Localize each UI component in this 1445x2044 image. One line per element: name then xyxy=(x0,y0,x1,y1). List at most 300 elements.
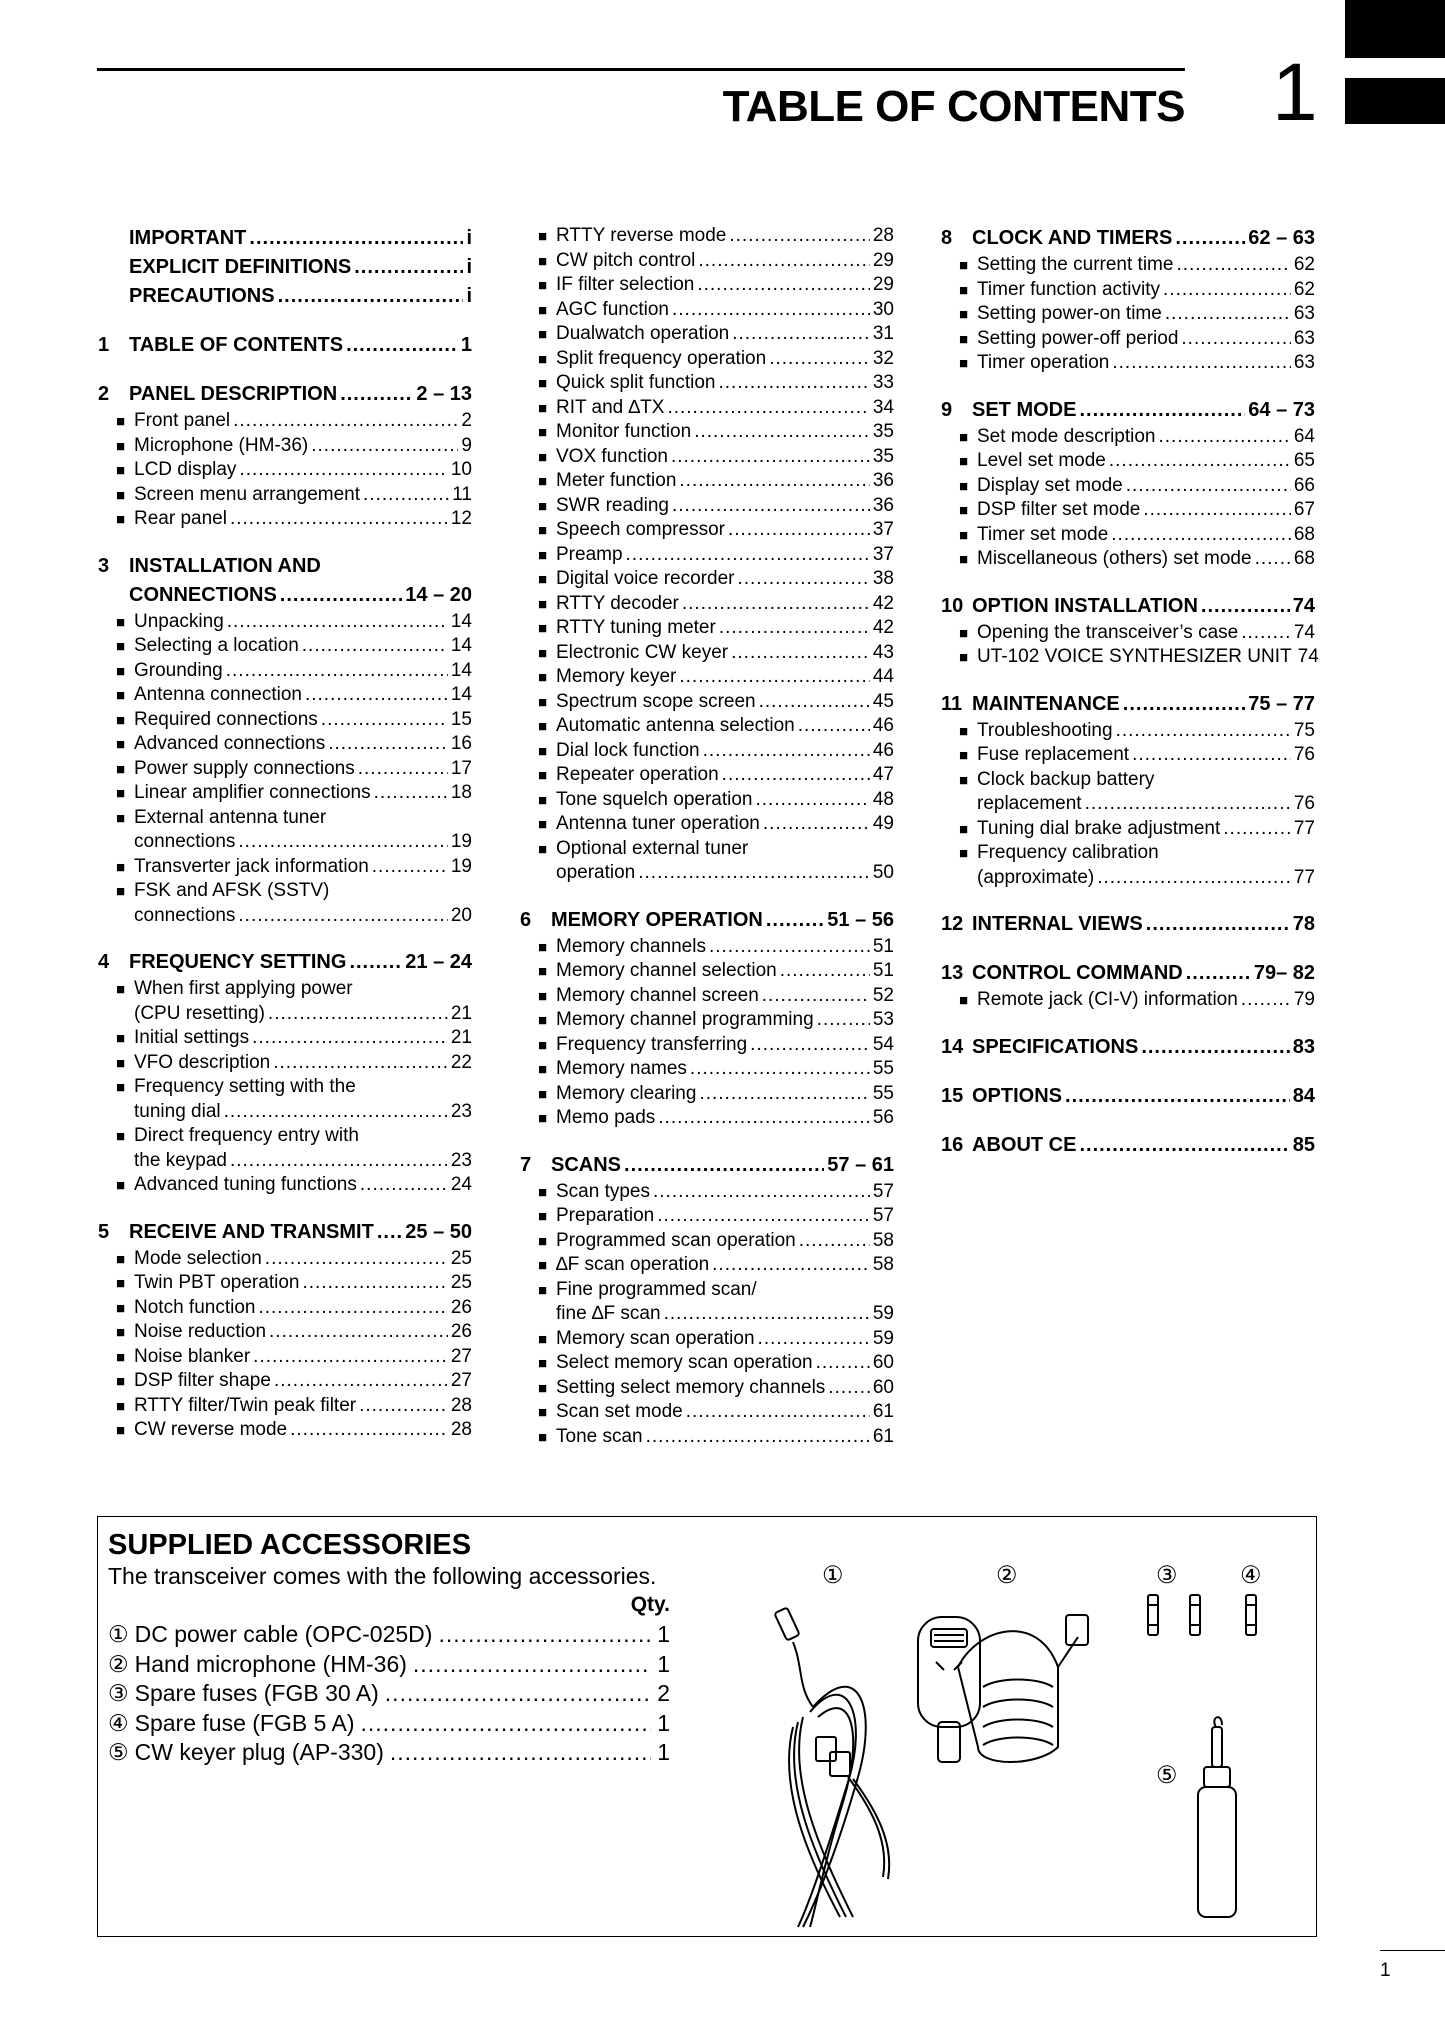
toc-item xyxy=(98,409,472,434)
page-ref: 78 xyxy=(1292,913,1315,935)
bullet-square-icon: ■ xyxy=(959,257,969,274)
leader-dots xyxy=(239,458,447,483)
item-title: DSP filter set mode xyxy=(977,499,1141,520)
item-title: Memo pads xyxy=(556,1107,656,1128)
leader-dots xyxy=(269,1320,448,1345)
bullet-square-icon: ■ xyxy=(959,747,969,764)
bullet-square-icon: ■ xyxy=(538,448,548,466)
leader-dots xyxy=(1146,910,1290,939)
item-title: Quick split function xyxy=(556,372,716,393)
leader-dots xyxy=(759,690,870,715)
item-title: Optional external tuner xyxy=(556,837,749,859)
page-ref: 54 xyxy=(872,1033,894,1055)
bullet-square-icon: ■ xyxy=(116,809,126,827)
bullet-square-icon: ■ xyxy=(538,497,548,515)
bullet-square-icon: ■ xyxy=(959,502,969,519)
toc-item xyxy=(98,1149,472,1174)
toc-item xyxy=(98,732,472,757)
toc-item xyxy=(98,507,472,532)
item-title: Tuning dial brake adjustment xyxy=(977,817,1221,839)
item-title: Rear panel xyxy=(134,508,227,529)
leader-dots xyxy=(769,347,870,372)
bullet-square-icon: ■ xyxy=(538,620,548,637)
toc-spacer xyxy=(98,311,472,331)
section-title: OPTIONS xyxy=(972,1084,1063,1107)
toc-item xyxy=(520,1008,894,1033)
page-ref: i xyxy=(466,285,472,307)
leader-dots xyxy=(694,420,870,445)
toc-spacer xyxy=(520,1131,894,1151)
item-title: Miscellaneous (others) set mode xyxy=(977,548,1252,569)
bullet-square-icon: ■ xyxy=(538,938,548,956)
item-title: IF filter selection xyxy=(556,274,695,295)
page-ref: 68 xyxy=(1293,548,1315,569)
toc-item xyxy=(98,1002,472,1027)
bullet-square-icon: ■ xyxy=(538,1183,548,1201)
item-title: Setting the current time xyxy=(977,254,1174,275)
item-title: Timer operation xyxy=(977,352,1110,373)
accessories-title: SUPPLIED ACCESSORIES xyxy=(108,1529,472,1561)
toc-section xyxy=(941,959,1315,988)
accessory-label: Hand microphone (HM-36) xyxy=(134,1650,407,1677)
item-title: Automatic antenna selection xyxy=(556,715,795,736)
section-title: TABLE OF CONTENTS xyxy=(129,334,344,356)
leader-dots xyxy=(377,1218,402,1247)
toc-spacer xyxy=(941,1111,1315,1131)
page-ref: 42 xyxy=(872,592,894,614)
leader-dots xyxy=(686,1400,870,1425)
bullet-square-icon: ■ xyxy=(116,1275,126,1292)
bullet-square-icon: ■ xyxy=(116,437,126,455)
item-title: Digital voice recorder xyxy=(556,568,735,589)
bullet-square-icon: ■ xyxy=(538,301,548,319)
leader-dots xyxy=(709,935,870,960)
bullet-square-icon: ■ xyxy=(959,845,969,862)
item-title: Programmed scan operation xyxy=(556,1229,796,1251)
toc-section xyxy=(941,1033,1315,1062)
section-number: 16 xyxy=(941,1133,964,1156)
leader-dots xyxy=(737,567,869,592)
bullet-square-icon: ■ xyxy=(959,526,969,544)
section-number: 7 xyxy=(520,1153,532,1176)
toc-item xyxy=(98,1124,472,1149)
section-number: 1 xyxy=(98,334,110,356)
section-title: ABOUT CE xyxy=(972,1133,1077,1156)
bullet-square-icon: ■ xyxy=(959,306,969,323)
accessory-qty: 1 xyxy=(657,1650,670,1677)
item-title: Memory scan operation xyxy=(556,1327,755,1349)
page-ref: 51 xyxy=(872,935,894,957)
toc-item xyxy=(520,298,894,323)
bullet-square-icon: ■ xyxy=(959,330,969,348)
bullet-square-icon: ■ xyxy=(538,1061,548,1078)
page-ref: 36 xyxy=(872,494,894,516)
toc-section xyxy=(98,380,472,409)
leader-dots xyxy=(1159,425,1291,450)
page-ref: 32 xyxy=(872,347,894,369)
leader-dots xyxy=(230,507,448,532)
section-number: 3 xyxy=(98,554,110,577)
item-title: Remote jack (CI-V) information xyxy=(977,989,1238,1010)
bullet-square-icon: ■ xyxy=(959,992,969,1009)
bullet-square-icon: ■ xyxy=(538,277,548,294)
page-ref: 51 xyxy=(872,960,894,981)
page-ref: 18 xyxy=(450,782,472,803)
bullet-square-icon: ■ xyxy=(538,595,548,613)
leader-dots xyxy=(679,665,870,690)
page-ref: 2 xyxy=(461,410,472,431)
toc-spacer xyxy=(941,1013,1315,1033)
section-number: 12 xyxy=(941,913,964,935)
leader-dots xyxy=(667,396,869,421)
item-title: CW reverse mode xyxy=(134,1419,288,1440)
section-number: 13 xyxy=(941,962,964,984)
item-title: Unpacking xyxy=(134,610,224,632)
page-ref: 17 xyxy=(450,757,472,779)
item-title: connections xyxy=(134,831,236,852)
toc-item xyxy=(941,988,1315,1013)
section-number: 4 xyxy=(98,951,110,973)
item-title: Fine programmed scan/ xyxy=(556,1278,757,1300)
accessory-marker: ⑤ xyxy=(108,1739,129,1765)
page-ref: 24 xyxy=(450,1174,472,1195)
leader-dots xyxy=(1112,351,1291,376)
leader-dots xyxy=(690,1057,870,1082)
page-ref: 14 – 20 xyxy=(405,583,472,606)
toc-item xyxy=(520,1302,894,1327)
section-title: OPTION INSTALLATION xyxy=(972,594,1198,617)
bullet-square-icon: ■ xyxy=(116,1177,126,1194)
item-title: External antenna tuner xyxy=(134,806,327,828)
toc-item xyxy=(98,1394,472,1419)
toc-section xyxy=(98,581,472,610)
toc-item xyxy=(520,494,894,519)
page-ref: 64 xyxy=(1293,425,1315,447)
toc-item xyxy=(520,763,894,788)
bullet-square-icon: ■ xyxy=(116,662,126,680)
toc-item xyxy=(98,1026,472,1051)
leader-dots xyxy=(233,409,458,434)
page-ref: 46 xyxy=(872,715,894,736)
bullet-square-icon: ■ xyxy=(538,840,548,858)
leader-dots xyxy=(253,1345,448,1370)
leader-dots xyxy=(1085,792,1291,817)
illustration-label-3: ③ xyxy=(1156,1562,1178,1589)
leader-dots xyxy=(238,830,447,855)
toc-item xyxy=(520,1229,894,1254)
page-title: TABLE OF CONTENTS xyxy=(722,82,1185,131)
page-ref: 14 xyxy=(450,610,472,632)
page-ref: 57 xyxy=(872,1205,894,1226)
leader-dots xyxy=(729,224,869,249)
footer-rule xyxy=(1380,1950,1445,1951)
page-ref: 67 xyxy=(1293,499,1315,520)
page-ref: 2 – 13 xyxy=(416,383,472,405)
page-ref: 77 xyxy=(1293,866,1315,888)
toc-spacer xyxy=(98,532,472,552)
leader-dots xyxy=(1079,1131,1289,1160)
item-title: Timer set mode xyxy=(977,523,1109,545)
bullet-square-icon: ■ xyxy=(538,252,548,270)
item-title: Advanced tuning functions xyxy=(134,1174,357,1195)
bullet-square-icon: ■ xyxy=(959,649,969,666)
leader-dots xyxy=(224,1100,448,1125)
toc-section xyxy=(98,282,472,311)
item-title: RTTY tuning meter xyxy=(556,617,716,638)
leader-dots xyxy=(1109,449,1291,474)
bullet-square-icon: ■ xyxy=(538,1355,548,1372)
item-title: LCD display xyxy=(134,459,237,480)
page-ref: 22 xyxy=(450,1051,472,1073)
bullet-square-icon: ■ xyxy=(116,613,126,631)
toc-item xyxy=(520,1425,894,1450)
accessory-marker: ④ xyxy=(108,1709,129,1736)
page-ref: 66 xyxy=(1293,474,1315,496)
page-ref: 20 xyxy=(450,904,472,926)
item-title: the keypad xyxy=(134,1149,227,1171)
item-title: Notch function xyxy=(134,1296,256,1318)
leader-dots xyxy=(657,1204,870,1229)
toc-spacer xyxy=(941,939,1315,959)
item-title: Noise blanker xyxy=(134,1345,251,1367)
leader-dots xyxy=(273,1051,448,1076)
item-title: Select memory scan operation xyxy=(556,1352,813,1373)
bullet-square-icon: ■ xyxy=(116,1348,126,1366)
page-ref: 58 xyxy=(872,1254,894,1275)
item-title: Transverter jack information xyxy=(134,855,369,877)
toc-item xyxy=(520,690,894,715)
item-title: Monitor function xyxy=(556,421,692,442)
bullet-square-icon: ■ xyxy=(538,228,548,245)
bullet-square-icon: ■ xyxy=(538,522,548,539)
toc-item xyxy=(520,739,894,764)
toc-section xyxy=(941,910,1315,939)
spare-fuses-illustration xyxy=(1148,1595,1256,1635)
bullet-square-icon: ■ xyxy=(538,644,548,662)
bullet-square-icon: ■ xyxy=(116,413,126,430)
illustration-label-4: ④ xyxy=(1240,1562,1262,1589)
page-ref: 63 xyxy=(1293,327,1315,349)
page-ref: 64 – 73 xyxy=(1248,398,1315,421)
bullet-square-icon: ■ xyxy=(116,1250,126,1268)
leader-dots xyxy=(305,683,448,708)
section-title: INSTALLATION AND xyxy=(129,554,321,577)
item-title: Scan set mode xyxy=(556,1401,683,1422)
toc-item xyxy=(98,1345,472,1370)
toc-item xyxy=(98,708,472,733)
page-ref: 59 xyxy=(872,1327,894,1349)
toc-item xyxy=(941,425,1315,450)
bullet-square-icon: ■ xyxy=(116,1299,126,1317)
page-ref: 62 xyxy=(1293,278,1315,300)
toc-item xyxy=(941,253,1315,278)
leader-dots xyxy=(758,1327,870,1352)
page-ref: 74 xyxy=(1292,594,1315,617)
section-number: 2 xyxy=(98,383,110,405)
accessory-marker: ① xyxy=(108,1621,129,1647)
leader-dots xyxy=(626,543,870,568)
leader-dots xyxy=(718,371,869,396)
item-title: Troubleshooting xyxy=(977,719,1113,741)
toc-item xyxy=(520,1106,894,1131)
toc-item xyxy=(98,659,472,684)
leader-dots xyxy=(302,1271,447,1296)
item-title: Repeater operation xyxy=(556,764,719,785)
item-title: Grounding xyxy=(134,659,223,681)
toc-item xyxy=(520,1400,894,1425)
leader-dots xyxy=(672,494,870,519)
toc-item xyxy=(941,841,1315,866)
page-ref: 62 xyxy=(1293,254,1315,275)
bullet-square-icon: ■ xyxy=(959,551,969,568)
item-title: Memory channels xyxy=(556,935,706,957)
item-title: Split frequency operation xyxy=(556,347,767,369)
bullet-square-icon: ■ xyxy=(116,1054,126,1072)
leader-dots xyxy=(817,1008,870,1033)
toc-spacer xyxy=(98,928,472,948)
toc-item xyxy=(520,935,894,960)
toc-item xyxy=(98,806,472,831)
page-ref: 79 xyxy=(1293,989,1315,1010)
toc-item xyxy=(98,1100,472,1125)
item-title: DSP filter shape xyxy=(134,1370,271,1391)
leader-dots xyxy=(1097,866,1291,891)
page-ref: 83 xyxy=(1292,1035,1315,1058)
page-ref: 55 xyxy=(872,1058,894,1079)
bullet-square-icon: ■ xyxy=(116,858,126,876)
bullet-square-icon: ■ xyxy=(116,883,126,900)
toc-item xyxy=(98,434,472,459)
item-title: Memory names xyxy=(556,1058,687,1079)
page-ref: 25 xyxy=(450,1247,472,1269)
toc-item xyxy=(98,1271,472,1296)
bullet-square-icon: ■ xyxy=(538,571,548,588)
item-title: Frequency transferring xyxy=(556,1033,748,1055)
toc-item xyxy=(98,879,472,904)
page-ref: 55 xyxy=(872,1082,894,1104)
section-title: CLOCK AND TIMERS xyxy=(972,227,1173,249)
leader-dots xyxy=(252,1026,448,1051)
item-title: Selecting a location xyxy=(134,635,299,656)
bullet-square-icon: ■ xyxy=(538,1281,548,1299)
toc-item xyxy=(98,483,472,508)
page-ref: 15 xyxy=(450,708,472,730)
toc-item xyxy=(520,1082,894,1107)
leader-dots xyxy=(1181,327,1290,352)
page-ref: 68 xyxy=(1293,523,1315,545)
page-ref: 57 xyxy=(872,1180,894,1202)
toc-section xyxy=(98,331,472,360)
page-ref: 29 xyxy=(872,249,894,271)
toc-item xyxy=(520,273,894,298)
toc-item xyxy=(98,855,472,880)
page-number: 1 xyxy=(1380,1960,1391,1981)
accessory-qty: 1 xyxy=(657,1739,670,1765)
item-title: connections xyxy=(134,904,236,926)
page-ref: 14 xyxy=(450,684,472,705)
toc-spacer xyxy=(941,376,1315,396)
leader-dots xyxy=(280,581,402,610)
bullet-square-icon: ■ xyxy=(538,1012,548,1029)
toc-item xyxy=(941,768,1315,793)
leader-dots xyxy=(1186,959,1251,988)
toc-item xyxy=(520,420,894,445)
toc-section xyxy=(98,224,472,253)
bullet-square-icon: ■ xyxy=(538,791,548,809)
toc-item xyxy=(520,1278,894,1303)
page-ref: 26 xyxy=(450,1296,472,1318)
leader-dots xyxy=(230,1149,448,1174)
page-ref: 46 xyxy=(872,739,894,761)
leader-dots xyxy=(763,812,870,837)
leader-dots xyxy=(372,855,448,880)
page-ref: 59 xyxy=(872,1303,894,1324)
page-ref: 38 xyxy=(872,568,894,589)
page-ref: 74 xyxy=(1293,621,1315,643)
page-ref: 57 – 61 xyxy=(827,1153,894,1176)
leader-dots xyxy=(816,1351,870,1376)
bullet-square-icon: ■ xyxy=(116,638,126,655)
section-title: SET MODE xyxy=(972,398,1077,421)
leader-dots xyxy=(703,739,870,764)
toc-item xyxy=(520,567,894,592)
toc-item xyxy=(520,1057,894,1082)
toc-section xyxy=(98,948,472,977)
accessories-intro: The transceiver comes with the following accessories. xyxy=(108,1563,657,1589)
leader-dots xyxy=(1175,224,1245,253)
item-title: VOX function xyxy=(556,445,668,467)
item-title: Twin PBT operation xyxy=(134,1272,300,1293)
section-number: 5 xyxy=(98,1220,110,1243)
toc-section xyxy=(941,690,1315,719)
page-ref: 35 xyxy=(872,421,894,442)
leader-dots xyxy=(374,781,448,806)
leader-dots xyxy=(1126,474,1291,499)
toc-item xyxy=(520,371,894,396)
toc-item xyxy=(520,1033,894,1058)
toc-column-3 xyxy=(941,224,1319,1160)
item-title: Power supply connections xyxy=(134,757,355,779)
bullet-square-icon: ■ xyxy=(538,742,548,760)
section-number: 9 xyxy=(941,398,953,421)
page-ref: 29 xyxy=(872,274,894,295)
leader-dots xyxy=(1079,396,1245,425)
toc-item xyxy=(941,327,1315,352)
toc-item xyxy=(941,743,1315,768)
toc-item xyxy=(941,474,1315,499)
leader-dots xyxy=(249,224,463,253)
leader-dots xyxy=(227,610,448,635)
section-title: RECEIVE AND TRANSMIT xyxy=(129,1220,374,1243)
section-title: PRECAUTIONS xyxy=(129,285,275,307)
toc-item xyxy=(520,1351,894,1376)
section-title: IMPORTANT xyxy=(129,227,247,249)
page-ref: 84 xyxy=(1292,1084,1315,1107)
leader-dots xyxy=(340,380,413,409)
bullet-square-icon: ■ xyxy=(959,355,969,372)
toc-item xyxy=(941,792,1315,817)
item-title: RTTY reverse mode xyxy=(556,225,727,246)
leader-dots xyxy=(1123,690,1245,719)
leader-dots xyxy=(1141,1033,1289,1062)
bullet-square-icon: ■ xyxy=(959,453,969,470)
accessory-label: DC power cable (OPC-025D) xyxy=(134,1621,433,1647)
leader-dots xyxy=(1165,302,1291,327)
leader-dots xyxy=(728,518,870,543)
toc-spacer xyxy=(941,1062,1315,1082)
toc-item xyxy=(520,788,894,813)
bullet-square-icon: ■ xyxy=(116,1373,126,1390)
